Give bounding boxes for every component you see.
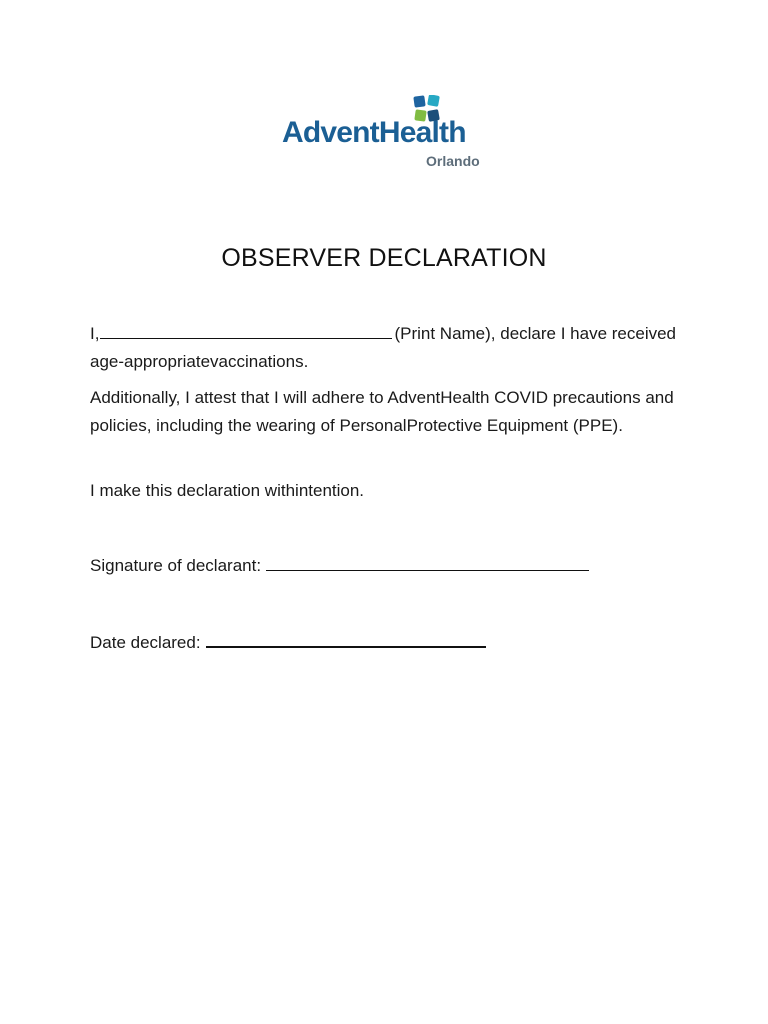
adventhealth-logo — [278, 92, 493, 176]
print-name-field[interactable] — [100, 322, 392, 339]
declaration-paragraph — [90, 320, 690, 375]
logo-wordmark: AdventHealth — [282, 116, 466, 149]
intention-paragraph: I make this declaration withintention. — [90, 481, 365, 500]
date-field[interactable] — [206, 628, 486, 648]
signature-field[interactable] — [266, 553, 589, 571]
declaration-prefix: I, — [90, 324, 100, 343]
date-row — [90, 628, 486, 653]
logo-location: Orlando — [426, 153, 480, 169]
document-title: OBSERVER DECLARATION — [221, 244, 547, 272]
signature-row — [90, 553, 589, 576]
attestation-paragraph: Additionally, I attest that I will adhere to AdventHealth COVID precautions and policies, including the wearing of PersonalProtective Equipment (PPE). — [90, 388, 674, 435]
date-label: Date declared: — [90, 633, 201, 652]
declaration-text: (Print Name), declare I have received age-appropriatevaccinations. — [90, 324, 677, 371]
signature-label: Signature of declarant: — [90, 556, 262, 575]
